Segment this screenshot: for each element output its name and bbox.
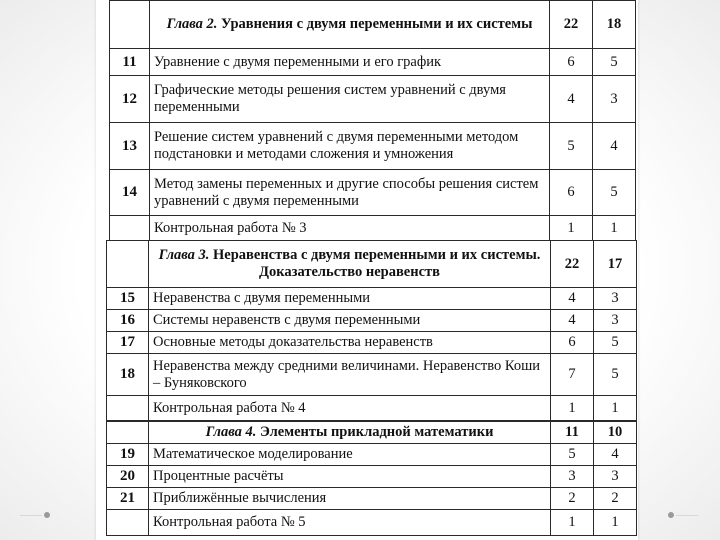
row-number: 11	[110, 49, 150, 76]
row-number: 21	[107, 488, 149, 510]
slide-ornament-dot-left	[44, 512, 50, 518]
row-number: 15	[107, 288, 149, 310]
count-cell: 3	[594, 310, 637, 332]
count-total: 18	[593, 1, 636, 49]
count-total: 17	[594, 241, 637, 288]
count-cell: 3	[594, 466, 637, 488]
count-cell: 5	[594, 354, 637, 396]
row-number: 16	[107, 310, 149, 332]
count-cell: 5	[594, 332, 637, 354]
hours-cell: 4	[550, 76, 593, 123]
hours-cell: 2	[551, 488, 594, 510]
count-cell: 1	[593, 216, 636, 241]
slide-ornament-line-left	[20, 515, 42, 516]
document-page	[96, 0, 638, 540]
hours-cell: 4	[551, 310, 594, 332]
table-row	[107, 510, 637, 536]
chapter-title	[149, 422, 551, 444]
curriculum-table-chapter-2	[109, 0, 636, 241]
chapter-label: Глава 2.	[166, 16, 218, 32]
topic-cell: Контрольная работа № 5	[149, 510, 551, 536]
row-number	[110, 216, 150, 241]
row-number	[107, 510, 149, 536]
hours-total: 22	[550, 1, 593, 49]
hours-total: 11	[551, 422, 594, 444]
hours-cell: 5	[551, 444, 594, 466]
chapter-header-row	[107, 241, 637, 288]
hours-cell: 1	[551, 510, 594, 536]
row-number: 19	[107, 444, 149, 466]
hours-total: 22	[551, 241, 594, 288]
topic-cell: Контрольная работа № 4	[149, 396, 551, 421]
table-row	[107, 310, 637, 332]
hours-cell: 4	[551, 288, 594, 310]
topic-cell: Процентные расчёты	[149, 466, 551, 488]
chapter-title	[149, 241, 551, 288]
topic-cell: Неравенства с двумя переменными	[149, 288, 551, 310]
table-row	[110, 170, 636, 216]
count-cell: 5	[593, 49, 636, 76]
table-row	[110, 49, 636, 76]
chapter-name: Уравнения с двумя переменными и их системы	[221, 16, 533, 32]
count-total: 10	[594, 422, 637, 444]
table-row	[110, 123, 636, 170]
topic-cell: Системы неравенств с двумя переменными	[149, 310, 551, 332]
hours-cell: 3	[551, 466, 594, 488]
chapter-header-row	[110, 1, 636, 49]
curriculum-table-chapter-3	[106, 240, 637, 421]
hours-cell: 1	[551, 396, 594, 421]
table-row	[107, 466, 637, 488]
count-cell: 4	[593, 123, 636, 170]
table-row	[107, 444, 637, 466]
hours-cell: 6	[550, 49, 593, 76]
topic-cell: Математическое моделирование	[149, 444, 551, 466]
empty-cell	[107, 422, 149, 444]
table-row	[110, 76, 636, 123]
chapter-name: Неравенства с двумя переменными и их системы. Доказательство неравенств	[213, 247, 541, 280]
empty-cell	[110, 1, 150, 49]
chapter-label: Глава 3.	[158, 247, 210, 263]
hours-cell: 6	[550, 170, 593, 216]
slide-ornament-dot-right	[668, 512, 674, 518]
count-cell: 3	[594, 288, 637, 310]
count-cell: 1	[594, 396, 637, 421]
chapter-header-row	[107, 422, 637, 444]
table-row	[107, 396, 637, 421]
count-cell: 3	[593, 76, 636, 123]
hours-cell: 6	[551, 332, 594, 354]
topic-cell: Основные методы доказательства неравенств	[149, 332, 551, 354]
table-row	[107, 354, 637, 396]
slide-ornament-line-right	[676, 515, 698, 516]
topic-cell: Приближённые вычисления	[149, 488, 551, 510]
table-row	[110, 216, 636, 241]
empty-cell	[107, 241, 149, 288]
row-number: 18	[107, 354, 149, 396]
topic-cell: Уравнение с двумя переменными и его график	[150, 49, 550, 76]
row-number: 17	[107, 332, 149, 354]
topic-cell: Метод замены переменных и другие способы решения систем уравнений с двумя переменными	[150, 170, 550, 216]
hours-cell: 5	[550, 123, 593, 170]
count-cell: 2	[594, 488, 637, 510]
chapter-title	[150, 1, 550, 49]
topic-cell: Графические методы решения систем уравнений с двумя переменными	[150, 76, 550, 123]
count-cell: 4	[594, 444, 637, 466]
row-number: 13	[110, 123, 150, 170]
row-number: 14	[110, 170, 150, 216]
hours-cell: 1	[550, 216, 593, 241]
curriculum-table-chapter-4	[106, 421, 637, 536]
row-number	[107, 396, 149, 421]
table-row	[107, 332, 637, 354]
row-number: 12	[110, 76, 150, 123]
topic-cell: Контрольная работа № 3	[150, 216, 550, 241]
count-cell: 1	[594, 510, 637, 536]
topic-cell: Неравенства между средними величинами. Неравенство Коши – Буняковского	[149, 354, 551, 396]
chapter-label: Глава 4.	[205, 424, 257, 440]
count-cell: 5	[593, 170, 636, 216]
table-row	[107, 288, 637, 310]
chapter-name: Элементы прикладной математики	[260, 424, 494, 440]
row-number: 20	[107, 466, 149, 488]
hours-cell: 7	[551, 354, 594, 396]
topic-cell: Решение систем уравнений с двумя переменными методом подстановки и методами сложения и умножения	[150, 123, 550, 170]
table-row	[107, 488, 637, 510]
